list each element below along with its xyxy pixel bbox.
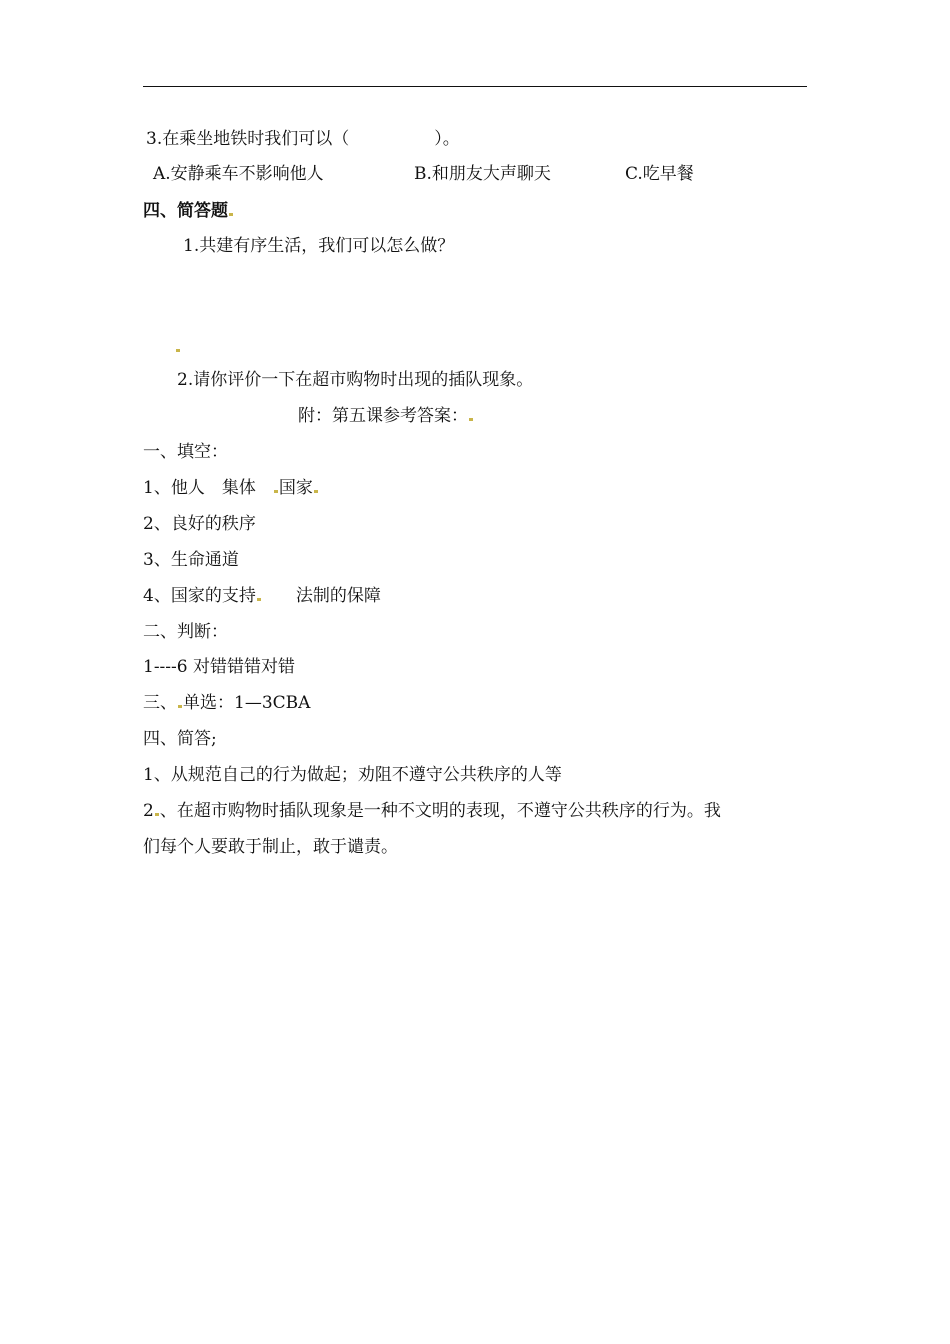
- edit-mark: [274, 490, 278, 493]
- edit-mark: [229, 213, 233, 216]
- single-choice-answer-part-a: 三、: [143, 693, 177, 713]
- fill-answer-4: [143, 584, 381, 608]
- single-choice-answer-part-b: 单选：1—3CBA: [183, 693, 311, 713]
- judge-answer: 1----6 对错错错对错: [143, 657, 296, 677]
- short-answer-1: 1、从规范自己的行为做起；劝阻不遵守公共秩序的人等: [143, 765, 562, 785]
- fill-answer-4-part-a: 4、国家的支持: [143, 586, 256, 606]
- short-question-1: 1.共建有序生活，我们可以怎么做？: [183, 236, 455, 256]
- edit-mark: [314, 490, 318, 493]
- fill-answer-1-part-a: 1、他人 集体: [143, 478, 273, 498]
- short-answer-2-number: 2: [143, 801, 154, 821]
- short-answer-2-text: 、在超市购物时插队现象是一种不文明的表现，不遵守公共秩序的行为。我: [159, 801, 721, 821]
- question-3-option-b: B.和朋友大声聊天: [414, 164, 551, 184]
- section-4-heading-text: 四、简答题: [143, 201, 228, 221]
- question-3-option-c: C.吃早餐: [625, 164, 694, 184]
- edit-mark: [469, 418, 473, 421]
- single-choice-answer: [143, 691, 310, 715]
- question-3-option-a: A.安静乘车不影响他人: [153, 164, 324, 184]
- judge-heading: 二、判断：: [143, 622, 228, 642]
- fill-answer-4-part-b: 法制的保障: [295, 586, 381, 606]
- short-answer-2-line-2: 们每个人要敢于制止，敢于谴责。: [143, 837, 398, 857]
- question-3-stem: 3.在乘坐地铁时我们可以（ ）。: [146, 129, 460, 149]
- header-rule: [143, 86, 807, 87]
- edit-mark: [257, 598, 261, 601]
- edit-mark: [178, 705, 182, 708]
- edit-mark: [176, 349, 180, 352]
- edit-mark: [155, 813, 159, 816]
- short-answer-heading: 四、简答;: [143, 729, 217, 749]
- fill-heading: 一、填空：: [143, 442, 228, 462]
- answers-title: [298, 404, 474, 428]
- fill-answer-2: 2、良好的秩序: [143, 514, 256, 534]
- short-question-2: 2.请你评价一下在超市购物时出现的插队现象。: [177, 370, 534, 390]
- fill-answer-1-part-b: 国家: [278, 478, 313, 498]
- short-answer-2-line-1: [143, 799, 721, 823]
- answers-title-text: 附：第五课参考答案：: [298, 406, 468, 426]
- fill-answer-3: 3、生命通道: [143, 550, 239, 570]
- section-4-heading: [143, 199, 234, 223]
- fill-answer-1: [143, 476, 319, 500]
